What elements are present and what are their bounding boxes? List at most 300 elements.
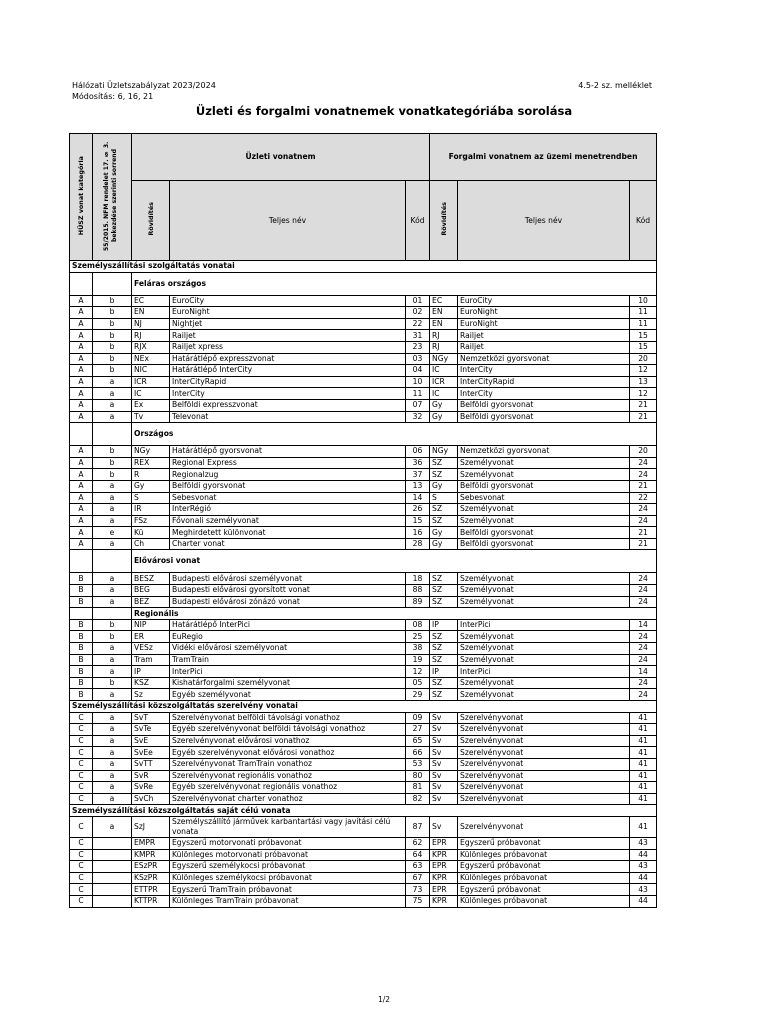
amendment-line: Módosítás: 6, 16, 21: [72, 92, 154, 101]
cell-nfm-order: b: [93, 295, 132, 307]
column-header-husz: HÜSZ vonat kategória: [70, 134, 93, 261]
cell-nfm-order: [93, 861, 132, 873]
cell-traffic-code: 10: [630, 295, 657, 307]
cell-abbr: Tv: [132, 411, 170, 423]
cell-abbr: KTTPR: [132, 895, 170, 907]
column-group-traffic: Forgalmi vonatnem az üzemi menetrendben: [430, 134, 657, 181]
table-row: [70, 318, 657, 330]
cell-traffic-code: 41: [630, 758, 657, 770]
cell-nfm-order: a: [93, 816, 132, 837]
cell-traffic-abbr: Gy: [430, 538, 458, 550]
cell-code: 25: [406, 631, 430, 643]
cell-traffic-abbr: EN: [430, 318, 458, 330]
cell-nfm-order: a: [93, 515, 132, 527]
cell-abbr: SvRe: [132, 782, 170, 794]
cell-nfm-order: a: [93, 376, 132, 388]
cell-husz-category: C: [70, 837, 93, 849]
cell-nfm-order: a: [93, 480, 132, 492]
cell-traffic-full-name: Belföldi gyorsvonat: [458, 399, 630, 411]
table-row: [70, 861, 657, 873]
cell-nfm-order: a: [93, 747, 132, 759]
subsection-heading-row: [70, 550, 657, 573]
cell-traffic-abbr: S: [430, 492, 458, 504]
cell-code: 03: [406, 353, 430, 365]
page-title: Üzleti és forgalmi vonatnemek vonatkategóriába sorolása: [195, 104, 573, 118]
cell-traffic-full-name: Személyvonat: [458, 677, 630, 689]
cell-abbr: SvE: [132, 735, 170, 747]
cell-full-name: Szerelvényvonat elővárosi vonathoz: [170, 735, 406, 747]
cell-code: 29: [406, 689, 430, 701]
cell-abbr: NJ: [132, 318, 170, 330]
cell-full-name: Szerelvényvonat regionális vonathoz: [170, 770, 406, 782]
cell-husz-category: C: [70, 793, 93, 805]
cell-traffic-code: 24: [630, 596, 657, 608]
section-heading-row: [70, 805, 657, 817]
cell-abbr: Gy: [132, 480, 170, 492]
cell-husz-category: A: [70, 295, 93, 307]
cell-traffic-abbr: SZ: [430, 643, 458, 655]
cell-abbr: BESZ: [132, 573, 170, 585]
cell-traffic-full-name: Egyszerű próbavonat: [458, 861, 630, 873]
cell-full-name: Egyszerű TramTrain próbavonat: [170, 884, 406, 896]
cell-abbr: Ex: [132, 399, 170, 411]
cell-abbr: SvTe: [132, 724, 170, 736]
cell-full-name: Különleges motorvonati próbavonat: [170, 849, 406, 861]
cell-traffic-abbr: SZ: [430, 469, 458, 481]
cell-full-name: Budapesti elővárosi gyorsított vonat: [170, 585, 406, 597]
subsection-heading: Feláras országos: [132, 272, 657, 295]
cell-abbr: SvCh: [132, 793, 170, 805]
table-row: [70, 782, 657, 794]
cell-traffic-abbr: RJ: [430, 341, 458, 353]
cell-nfm-order: a: [93, 758, 132, 770]
cell-code: 36: [406, 457, 430, 469]
cell-code: 81: [406, 782, 430, 794]
cell-code: 38: [406, 643, 430, 655]
cell-full-name: Különleges TramTrain próbavonat: [170, 895, 406, 907]
cell-traffic-code: 21: [630, 538, 657, 550]
cell-traffic-full-name: Egyszerű próbavonat: [458, 837, 630, 849]
cell-code: 37: [406, 469, 430, 481]
cell-traffic-code: 15: [630, 341, 657, 353]
blank-cell: [70, 550, 93, 573]
cell-abbr: KSZ: [132, 677, 170, 689]
cell-traffic-full-name: Személyvonat: [458, 457, 630, 469]
cell-code: 10: [406, 376, 430, 388]
cell-traffic-abbr: Sv: [430, 758, 458, 770]
cell-code: 16: [406, 527, 430, 539]
cell-full-name: Railjet: [170, 330, 406, 342]
cell-traffic-abbr: ICR: [430, 376, 458, 388]
cell-traffic-abbr: KPR: [430, 872, 458, 884]
cell-full-name: InterCityRapid: [170, 376, 406, 388]
cell-nfm-order: a: [93, 596, 132, 608]
cell-abbr: NIC: [132, 365, 170, 377]
cell-traffic-abbr: Gy: [430, 527, 458, 539]
cell-traffic-code: 24: [630, 585, 657, 597]
cell-code: 13: [406, 480, 430, 492]
page-number: 1/2: [377, 995, 391, 1004]
column-header-nfm-order: 55/2015. NFM rendelet 17. § 3. bekezdése szerinti sorrend: [93, 134, 132, 261]
cell-code: 22: [406, 318, 430, 330]
cell-code: 89: [406, 596, 430, 608]
cell-full-name: Határátlépő gyorsvonat: [170, 446, 406, 458]
cell-traffic-code: 44: [630, 895, 657, 907]
cell-traffic-code: 44: [630, 849, 657, 861]
cell-traffic-full-name: Személyvonat: [458, 504, 630, 516]
cell-abbr: SvR: [132, 770, 170, 782]
cell-traffic-code: 20: [630, 446, 657, 458]
table-row: [70, 849, 657, 861]
cell-traffic-code: 41: [630, 782, 657, 794]
cell-full-name: TramTrain: [170, 654, 406, 666]
cell-full-name: Charter vonat: [170, 538, 406, 550]
cell-full-name: Egyéb személyvonat: [170, 689, 406, 701]
cell-code: 26: [406, 504, 430, 516]
cell-traffic-full-name: InterPici: [458, 666, 630, 678]
cell-traffic-abbr: KPR: [430, 849, 458, 861]
cell-traffic-abbr: SZ: [430, 457, 458, 469]
cell-full-name: Regionalzug: [170, 469, 406, 481]
cell-traffic-code: 24: [630, 654, 657, 666]
cell-full-name: Egyéb szerelvényvonat elővárosi vonathoz: [170, 747, 406, 759]
table-row: [70, 724, 657, 736]
cell-traffic-full-name: Belföldi gyorsvonat: [458, 480, 630, 492]
cell-traffic-abbr: Sv: [430, 816, 458, 837]
cell-husz-category: C: [70, 895, 93, 907]
cell-nfm-order: [93, 872, 132, 884]
cell-nfm-order: [93, 837, 132, 849]
cell-abbr: S: [132, 492, 170, 504]
cell-full-name: Railjet xpress: [170, 341, 406, 353]
cell-full-name: Különleges személykocsi próbavonat: [170, 872, 406, 884]
cell-full-name: Belföldi gyorsvonat: [170, 480, 406, 492]
cell-abbr: IR: [132, 504, 170, 516]
cell-traffic-abbr: IP: [430, 619, 458, 631]
cell-abbr: SvTT: [132, 758, 170, 770]
blank-cell: [70, 608, 93, 620]
subsection-heading: Elővárosi vonat: [132, 550, 657, 573]
cell-husz-category: C: [70, 712, 93, 724]
cell-full-name: Budapesti elővárosi személyvonat: [170, 573, 406, 585]
cell-code: 08: [406, 619, 430, 631]
table-row: [70, 712, 657, 724]
table-row: [70, 376, 657, 388]
cell-husz-category: A: [70, 388, 93, 400]
section-heading-row: [70, 701, 657, 713]
cell-full-name: InterPici: [170, 666, 406, 678]
column-header-fullname: Teljes név: [170, 181, 406, 261]
cell-husz-category: C: [70, 747, 93, 759]
cell-traffic-full-name: Szerelvényvonat: [458, 712, 630, 724]
cell-abbr: ETTPR: [132, 884, 170, 896]
cell-traffic-full-name: Belföldi gyorsvonat: [458, 527, 630, 539]
cell-nfm-order: [93, 849, 132, 861]
cell-code: 15: [406, 515, 430, 527]
cell-full-name: Egyéb szerelvényvonat belföldi távolsági vonathoz: [170, 724, 406, 736]
table-row: [70, 457, 657, 469]
table-row: [70, 388, 657, 400]
cell-husz-category: A: [70, 376, 93, 388]
section-heading-row: [70, 261, 657, 273]
cell-traffic-abbr: EC: [430, 295, 458, 307]
table-row: [70, 504, 657, 516]
cell-nfm-order: b: [93, 318, 132, 330]
cell-traffic-code: 24: [630, 469, 657, 481]
cell-traffic-code: 24: [630, 457, 657, 469]
cell-full-name: Személyszállító járművek karbantartási vagy javítási célú vonata: [170, 816, 406, 837]
column-header-traffic-abbr: Rövidítés: [430, 181, 458, 261]
cell-nfm-order: a: [93, 399, 132, 411]
cell-husz-category: A: [70, 341, 93, 353]
cell-traffic-full-name: Különleges próbavonat: [458, 849, 630, 861]
cell-husz-category: B: [70, 677, 93, 689]
cell-code: 73: [406, 884, 430, 896]
cell-abbr: IC: [132, 388, 170, 400]
table-row: [70, 365, 657, 377]
subsection-heading-row: [70, 423, 657, 446]
cell-abbr: FSz: [132, 515, 170, 527]
table-row: [70, 538, 657, 550]
cell-traffic-abbr: Sv: [430, 782, 458, 794]
cell-code: 27: [406, 724, 430, 736]
cell-traffic-code: 21: [630, 480, 657, 492]
cell-traffic-code: 13: [630, 376, 657, 388]
cell-nfm-order: [93, 884, 132, 896]
cell-traffic-full-name: Szerelvényvonat: [458, 793, 630, 805]
cell-husz-category: A: [70, 538, 93, 550]
cell-traffic-abbr: Sv: [430, 770, 458, 782]
cell-husz-category: B: [70, 666, 93, 678]
cell-abbr: ER: [132, 631, 170, 643]
cell-traffic-full-name: Személyvonat: [458, 573, 630, 585]
cell-husz-category: A: [70, 457, 93, 469]
cell-full-name: Fővonali személyvonat: [170, 515, 406, 527]
cell-code: 82: [406, 793, 430, 805]
cell-code: 12: [406, 666, 430, 678]
cell-traffic-code: 11: [630, 318, 657, 330]
cell-code: 67: [406, 872, 430, 884]
cell-abbr: RJX: [132, 341, 170, 353]
cell-traffic-full-name: Railjet: [458, 330, 630, 342]
cell-nfm-order: a: [93, 388, 132, 400]
table-row: [70, 446, 657, 458]
table-row: [70, 619, 657, 631]
cell-traffic-abbr: SZ: [430, 573, 458, 585]
cell-nfm-order: a: [93, 770, 132, 782]
cell-nfm-order: b: [93, 631, 132, 643]
cell-traffic-code: 41: [630, 724, 657, 736]
cell-full-name: Vidéki elővárosi személyvonat: [170, 643, 406, 655]
cell-code: 01: [406, 295, 430, 307]
cell-full-name: Szerelvényvonat belföldi távolsági vonathoz: [170, 712, 406, 724]
cell-husz-category: A: [70, 504, 93, 516]
section-heading: Személyszállítási szolgáltatás vonatai: [70, 261, 657, 273]
cell-abbr: BEZ: [132, 596, 170, 608]
cell-traffic-abbr: SZ: [430, 596, 458, 608]
cell-husz-category: A: [70, 318, 93, 330]
cell-traffic-full-name: Szerelvényvonat: [458, 724, 630, 736]
cell-husz-category: C: [70, 861, 93, 873]
cell-traffic-abbr: EPR: [430, 884, 458, 896]
regulation-title: Hálózati Üzletszabályzat 2023/2024: [72, 81, 216, 90]
cell-traffic-full-name: Sebesvonat: [458, 492, 630, 504]
cell-traffic-abbr: EN: [430, 307, 458, 319]
cell-traffic-code: 24: [630, 573, 657, 585]
cell-abbr: R: [132, 469, 170, 481]
table-row: [70, 747, 657, 759]
cell-traffic-code: 22: [630, 492, 657, 504]
cell-code: 11: [406, 388, 430, 400]
cell-husz-category: B: [70, 689, 93, 701]
cell-husz-category: A: [70, 469, 93, 481]
section-heading: Személyszállítási közszolgáltatás szerelvény vonatai: [70, 701, 657, 713]
cell-nfm-order: a: [93, 504, 132, 516]
cell-code: 06: [406, 446, 430, 458]
cell-traffic-code: 20: [630, 353, 657, 365]
cell-traffic-abbr: EPR: [430, 837, 458, 849]
cell-code: 31: [406, 330, 430, 342]
cell-abbr: EMPR: [132, 837, 170, 849]
cell-traffic-full-name: Railjet: [458, 341, 630, 353]
cell-abbr: Sz: [132, 689, 170, 701]
cell-traffic-abbr: Sv: [430, 793, 458, 805]
cell-nfm-order: b: [93, 365, 132, 377]
table-row: [70, 307, 657, 319]
cell-traffic-full-name: Szerelvényvonat: [458, 747, 630, 759]
table-row: [70, 515, 657, 527]
cell-nfm-order: a: [93, 654, 132, 666]
cell-abbr: Tram: [132, 654, 170, 666]
cell-husz-category: A: [70, 492, 93, 504]
cell-code: 07: [406, 399, 430, 411]
cell-nfm-order: a: [93, 585, 132, 597]
cell-husz-category: C: [70, 770, 93, 782]
cell-full-name: Határátlépő InterPici: [170, 619, 406, 631]
cell-abbr: Kü: [132, 527, 170, 539]
cell-full-name: Nightjet: [170, 318, 406, 330]
subsection-heading: Országos: [132, 423, 657, 446]
cell-traffic-full-name: Személyvonat: [458, 469, 630, 481]
table-row: [70, 341, 657, 353]
cell-husz-category: C: [70, 782, 93, 794]
cell-abbr: NIP: [132, 619, 170, 631]
blank-cell: [93, 272, 132, 295]
cell-traffic-code: 15: [630, 330, 657, 342]
cell-traffic-full-name: Belföldi gyorsvonat: [458, 538, 630, 550]
blank-cell: [93, 550, 132, 573]
column-group-business: Üzleti vonatnem: [132, 134, 430, 181]
cell-husz-category: A: [70, 399, 93, 411]
cell-traffic-abbr: SZ: [430, 515, 458, 527]
table-row: [70, 895, 657, 907]
cell-traffic-abbr: SZ: [430, 689, 458, 701]
cell-traffic-code: 41: [630, 793, 657, 805]
cell-abbr: SzJ: [132, 816, 170, 837]
cell-traffic-abbr: SZ: [430, 585, 458, 597]
cell-traffic-full-name: Nemzetközi gyorsvonat: [458, 353, 630, 365]
table-row: [70, 666, 657, 678]
cell-full-name: Belföldi expresszvonat: [170, 399, 406, 411]
cell-traffic-abbr: SZ: [430, 654, 458, 666]
cell-nfm-order: [93, 895, 132, 907]
cell-nfm-order: b: [93, 446, 132, 458]
cell-traffic-full-name: Belföldi gyorsvonat: [458, 411, 630, 423]
cell-abbr: REX: [132, 457, 170, 469]
cell-traffic-code: 41: [630, 816, 657, 837]
column-header-code: Kód: [406, 181, 430, 261]
cell-traffic-abbr: Sv: [430, 735, 458, 747]
table-row: [70, 480, 657, 492]
cell-husz-category: C: [70, 849, 93, 861]
cell-traffic-abbr: SZ: [430, 631, 458, 643]
cell-husz-category: B: [70, 585, 93, 597]
subsection-heading-row: [70, 608, 657, 620]
cell-traffic-full-name: Személyvonat: [458, 585, 630, 597]
table-row: [70, 330, 657, 342]
cell-traffic-full-name: EuroNight: [458, 318, 630, 330]
cell-code: 63: [406, 861, 430, 873]
cell-nfm-order: a: [93, 735, 132, 747]
cell-full-name: Egyszerű motorvonati próbavonat: [170, 837, 406, 849]
cell-abbr: EN: [132, 307, 170, 319]
cell-full-name: EuroNight: [170, 307, 406, 319]
cell-code: 23: [406, 341, 430, 353]
cell-full-name: Határátlépő InterCity: [170, 365, 406, 377]
cell-husz-category: A: [70, 353, 93, 365]
cell-traffic-full-name: InterPici: [458, 619, 630, 631]
cell-code: 02: [406, 307, 430, 319]
table-row: [70, 399, 657, 411]
cell-nfm-order: b: [93, 457, 132, 469]
cell-traffic-code: 41: [630, 712, 657, 724]
table-row: [70, 492, 657, 504]
cell-traffic-full-name: Személyvonat: [458, 643, 630, 655]
cell-full-name: Televonat: [170, 411, 406, 423]
cell-full-name: Kishatárforgalmi személyvonat: [170, 677, 406, 689]
cell-full-name: Egyszerű személykocsi próbavonat: [170, 861, 406, 873]
table-row: [70, 411, 657, 423]
cell-traffic-full-name: Szerelvényvonat: [458, 758, 630, 770]
cell-traffic-full-name: Személyvonat: [458, 689, 630, 701]
cell-nfm-order: a: [93, 724, 132, 736]
cell-traffic-abbr: IP: [430, 666, 458, 678]
cell-abbr: NEx: [132, 353, 170, 365]
cell-code: 19: [406, 654, 430, 666]
cell-traffic-abbr: IC: [430, 388, 458, 400]
cell-traffic-code: 24: [630, 689, 657, 701]
cell-husz-category: B: [70, 573, 93, 585]
cell-nfm-order: a: [93, 538, 132, 550]
cell-abbr: SvEe: [132, 747, 170, 759]
cell-abbr: NGy: [132, 446, 170, 458]
cell-abbr: RJ: [132, 330, 170, 342]
cell-nfm-order: b: [93, 353, 132, 365]
cell-traffic-full-name: Egyszerű próbavonat: [458, 884, 630, 896]
table-row: [70, 689, 657, 701]
cell-traffic-full-name: EuroCity: [458, 295, 630, 307]
cell-traffic-full-name: Különleges próbavonat: [458, 895, 630, 907]
blank-cell: [93, 608, 132, 620]
cell-traffic-abbr: NGy: [430, 353, 458, 365]
cell-husz-category: A: [70, 446, 93, 458]
table-row: [70, 735, 657, 747]
cell-husz-category: A: [70, 365, 93, 377]
cell-code: 05: [406, 677, 430, 689]
cell-husz-category: A: [70, 515, 93, 527]
table-body: [70, 261, 657, 908]
cell-abbr: KMPR: [132, 849, 170, 861]
